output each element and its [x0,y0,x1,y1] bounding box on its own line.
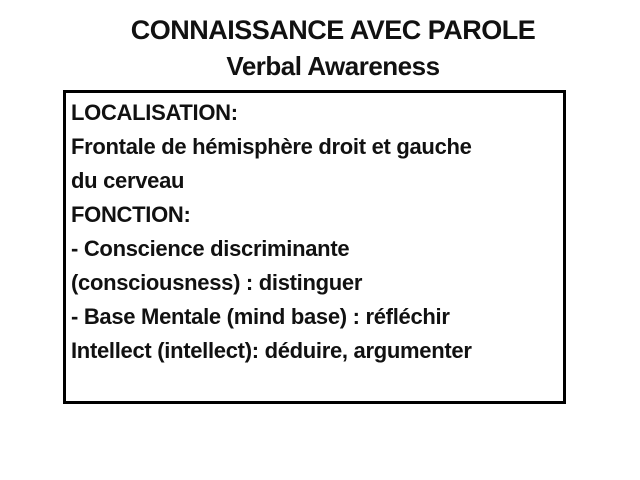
title-line-french: CONNAISSANCE AVEC PAROLE [130,15,536,45]
text-line-localisation-heading: LOCALISATION: [71,100,238,125]
text-line-conscience-2: (consciousness) : distinguer [71,270,363,295]
content-box [63,90,566,404]
text-line-base-mentale: - Base Mentale (mind base) : réfléchir [71,304,450,329]
text-line-localisation-body-2: du cerveau [71,168,185,193]
text-line-fonction-heading: FONCTION: [71,202,191,227]
slide-title [13,12,640,84]
text-line-localisation-body-1: Frontale de hémisphère droit et gauche [71,134,472,159]
title-line-english: Verbal Awareness [226,51,440,81]
text-line-intellect: Intellect (intellect): déduire, argumenter [71,338,472,363]
text-line-conscience-1: - Conscience discriminante [71,236,350,261]
